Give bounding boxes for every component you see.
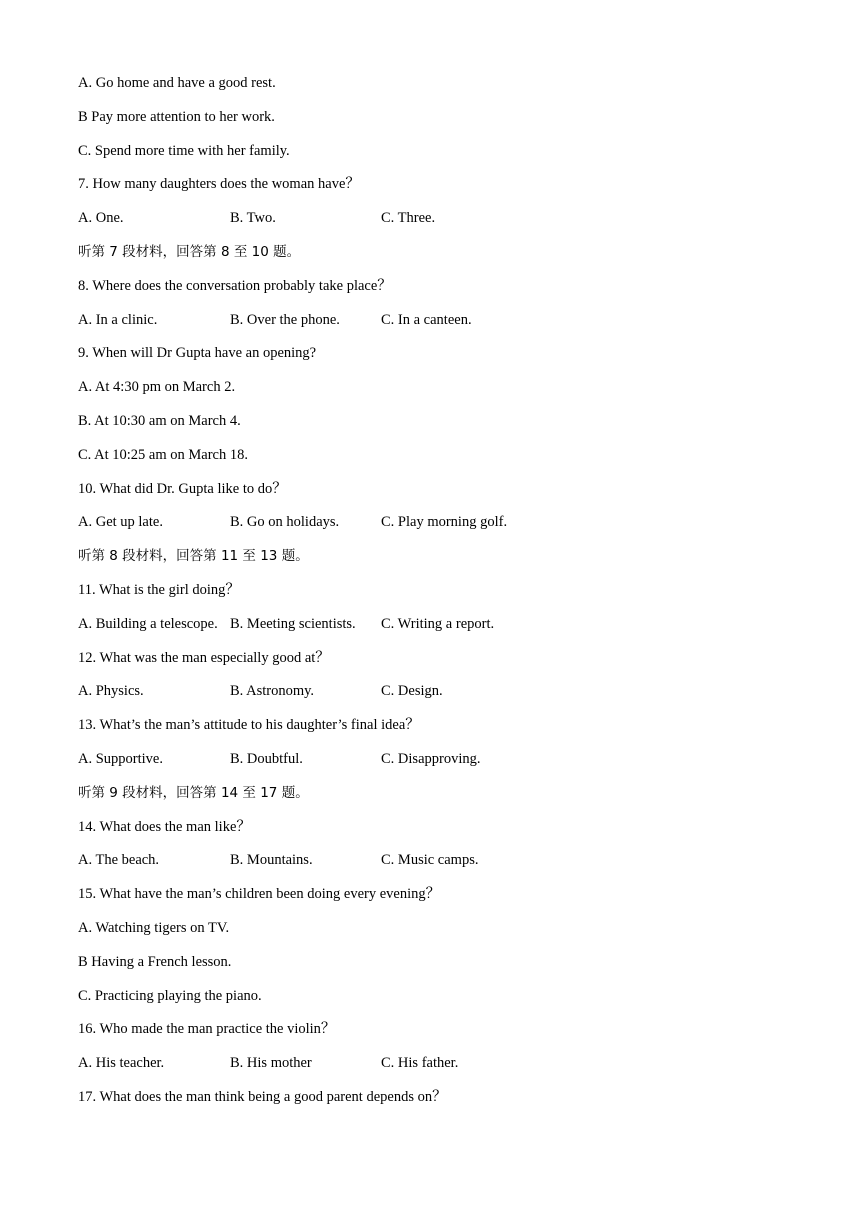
question-line	[78, 645, 778, 679]
option-c: C. Writing a report.	[381, 615, 495, 632]
option-a: A. Get up late.	[78, 514, 163, 531]
document-page	[78, 70, 778, 1118]
question-text: 10. What did Dr. Gupta like to do？	[78, 480, 287, 497]
section-text: 听第 8 段材料，回答第 11 至 13 题。	[78, 548, 309, 565]
option-b: B. Go on holidays.	[230, 514, 340, 531]
option-text: A. At 4:30 pm on March 2.	[78, 379, 236, 396]
options-row	[78, 307, 778, 341]
option-text: A. Watching tigers on TV.	[78, 919, 230, 936]
question-text: 8. Where does the conversation probably take place？	[78, 277, 392, 294]
section-instruction	[78, 239, 778, 273]
option-b: B. Doubtful.	[230, 750, 303, 767]
option-b: B. Mountains.	[230, 852, 313, 869]
option-a: A. Supportive.	[78, 750, 163, 767]
question-line	[78, 171, 778, 205]
question-text: 16. Who made the man practice the violin？	[78, 1021, 336, 1038]
question-text: 15. What have the man’s children been doing every evening？	[78, 886, 441, 903]
question-line	[78, 577, 778, 611]
option-b: B. His mother	[230, 1055, 312, 1072]
options-row	[78, 1050, 778, 1084]
question-text: 13. What’s the man’s attitude to his daughter’s final idea？	[78, 717, 420, 734]
question-line	[78, 1084, 778, 1118]
question-text: 11. What is the girl doing？	[78, 581, 240, 598]
answer-option-line	[78, 104, 778, 138]
option-b: B. Astronomy.	[230, 683, 315, 700]
option-c: C. Music camps.	[381, 852, 479, 869]
option-a: A. Physics.	[78, 683, 144, 700]
option-b: B. Two.	[230, 210, 276, 227]
option-a: A. His teacher.	[78, 1055, 165, 1072]
option-text: B. At 10:30 am on March 4.	[78, 412, 241, 429]
answer-option-line	[78, 983, 778, 1017]
option-text: B Having a French lesson.	[78, 953, 232, 970]
option-a: A. In a clinic.	[78, 311, 158, 328]
question-text: 9. When will Dr Gupta have an opening?	[78, 345, 317, 362]
answer-option-line	[78, 442, 778, 476]
option-text: C. At 10:25 am on March 18.	[78, 446, 248, 463]
option-c: C. In a canteen.	[381, 311, 472, 328]
option-text: A. Go home and have a good rest.	[78, 75, 276, 91]
option-text: C. Spend more time with her family.	[78, 142, 290, 159]
option-a: A. The beach.	[78, 852, 160, 869]
options-row	[78, 205, 778, 239]
question-text: 7. How many daughters does the woman have？	[78, 176, 360, 193]
question-line	[78, 1016, 778, 1050]
question-text: 12. What was the man especially good at？	[78, 649, 330, 666]
options-row	[78, 611, 778, 645]
answer-option-line	[78, 949, 778, 983]
option-c: C. Three.	[381, 210, 436, 227]
option-c: C. Play morning golf.	[381, 514, 508, 531]
question-text: 14. What does the man like？	[78, 818, 251, 835]
options-row	[78, 678, 778, 712]
question-line	[78, 476, 778, 510]
question-line	[78, 273, 778, 307]
section-instruction	[78, 543, 778, 577]
option-c: C. Design.	[381, 683, 443, 700]
option-a: A. Building a telescope.	[78, 615, 218, 632]
option-text: B Pay more attention to her work.	[78, 108, 275, 125]
options-row	[78, 847, 778, 881]
answer-option-line	[78, 70, 778, 104]
answer-option-line	[78, 915, 778, 949]
option-text: C. Practicing playing the piano.	[78, 987, 262, 1004]
answer-option-line	[78, 374, 778, 408]
question-line	[78, 712, 778, 746]
option-c: C. Disapproving.	[381, 750, 481, 767]
options-row	[78, 509, 778, 543]
section-text: 听第 7 段材料，回答第 8 至 10 题。	[78, 243, 301, 260]
answer-option-line	[78, 138, 778, 172]
section-instruction	[78, 780, 778, 814]
question-line	[78, 814, 778, 848]
question-text: 17. What does the man think being a good parent depends on？	[78, 1088, 447, 1105]
option-b: B. Meeting scientists.	[230, 615, 356, 632]
option-a: A. One.	[78, 210, 124, 227]
question-line	[78, 881, 778, 915]
option-c: C. His father.	[381, 1055, 459, 1072]
options-row	[78, 746, 778, 780]
answer-option-line	[78, 408, 778, 442]
section-text: 听第 9 段材料，回答第 14 至 17 题。	[78, 784, 309, 801]
option-b: B. Over the phone.	[230, 311, 340, 328]
question-line	[78, 340, 778, 374]
